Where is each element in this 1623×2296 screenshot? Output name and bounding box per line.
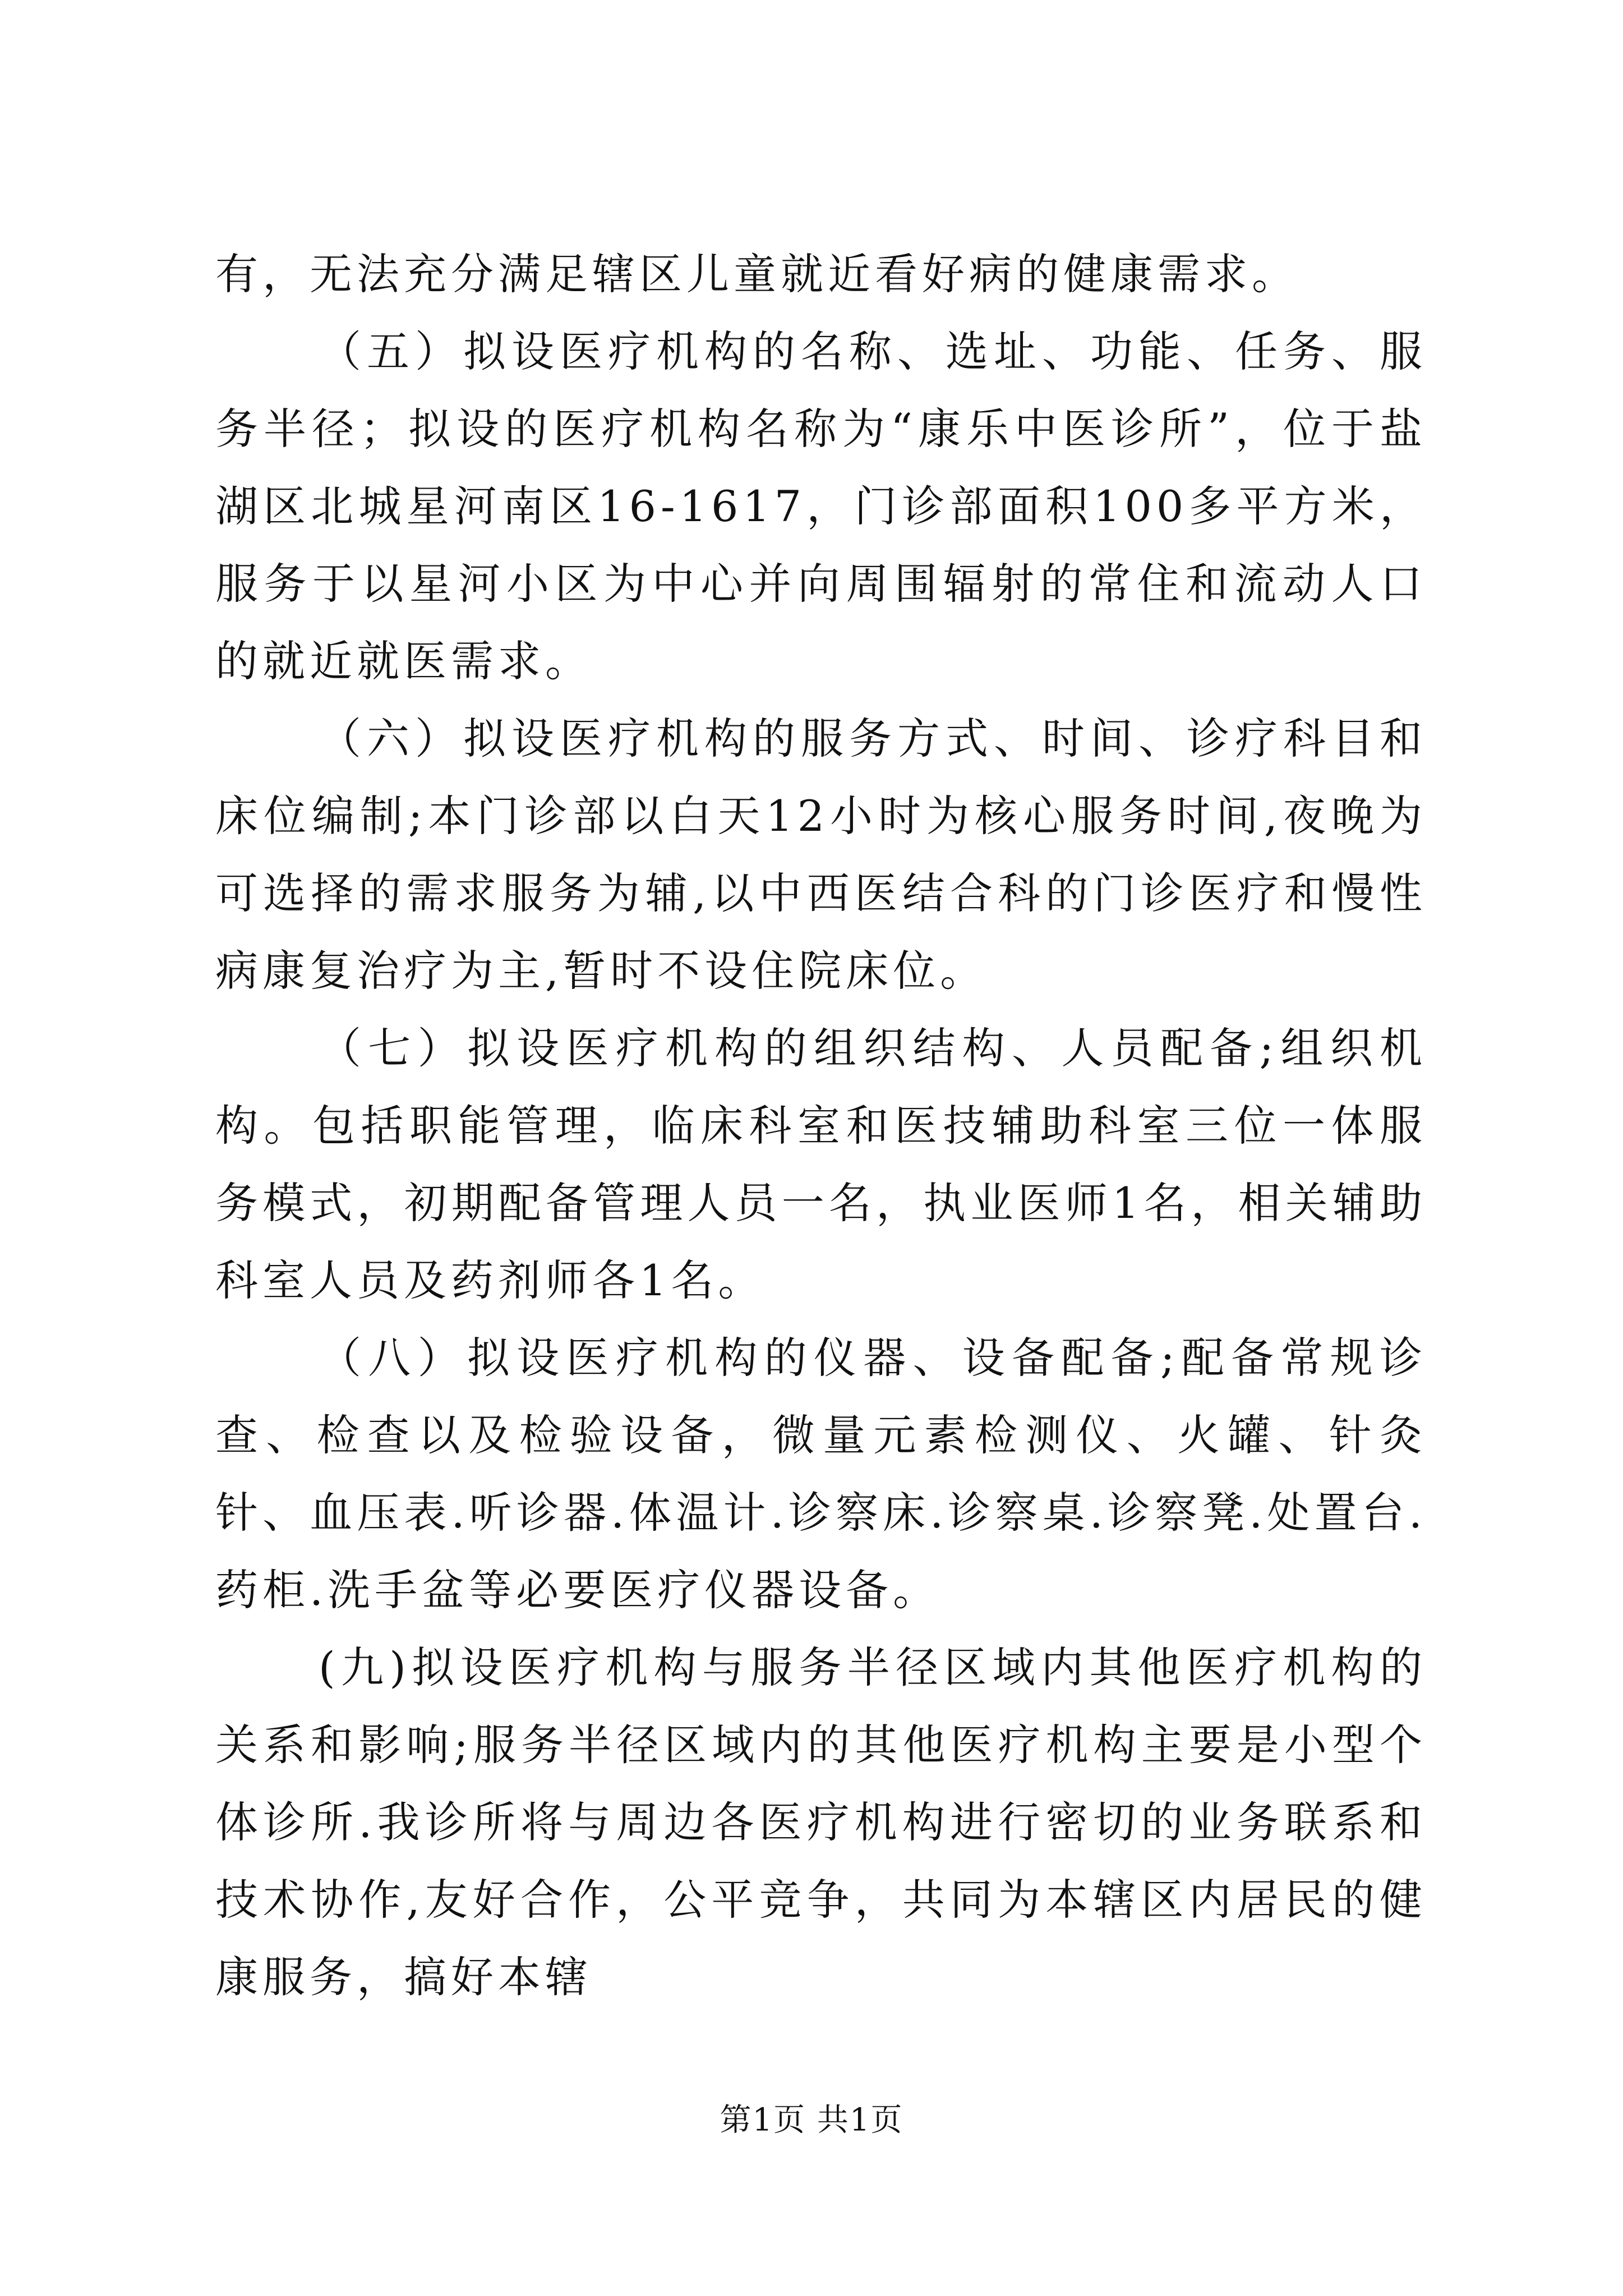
- paragraph-section-8: （八）拟设医疗机构的仪器、设备配备;配备常规诊查、检查以及检验设备，微量元素检测仪、火罐、针灸针、血压表.听诊器.体温计.诊察床.诊察桌.诊察凳.处置台.药柜.洗手盆等必要医疗仪器设备。: [215, 1333, 1427, 1615]
- paragraph-continuation: 有，无法充分满足辖区儿童就近看好病的健康需求。: [215, 249, 1299, 299]
- paragraph-section-5: （五）拟设医疗机构的名称、选址、功能、任务、服务半径；拟设的医疗机构名称为“康乐中医诊所”，位于盐湖区北城星河南区16-1617，门诊部面积100多平方米，服务于以星河小区为中心并向周围辐射的常住和流动人口的就近就医需求。: [215, 326, 1427, 686]
- paragraph-section-6: （六）拟设医疗机构的服务方式、时间、诊疗科目和床位编制;本门诊部以白天12小时为核心服务时间,夜晚为可选择的需求服务为辅,以中西医结合科的门诊医疗和慢性病康复治疗为主,暂时不设住院床位。: [215, 714, 1427, 996]
- paragraph-section-7: （七）拟设医疗机构的组织结构、人员配备;组织机构。包括职能管理，临床科室和医技辅助科室三位一体服务模式，初期配备管理人员一名，执业医师1名，相关辅助科室人员及药剂师各1名。: [215, 1023, 1427, 1305]
- page-footer: 第1页 共1页: [720, 2102, 903, 2138]
- paragraph-section-9: (九)拟设医疗机构与服务半径区域内其他医疗机构的关系和影响;服务半径区域内的其他医疗机构主要是小型个体诊所.我诊所将与周边各医疗机构进行密切的业务联系和技术协作,友好合作，公平竞争，共同为本辖区内居民的健康服务，搞好本辖: [215, 1642, 1427, 2002]
- document-body: [215, 236, 1427, 2016]
